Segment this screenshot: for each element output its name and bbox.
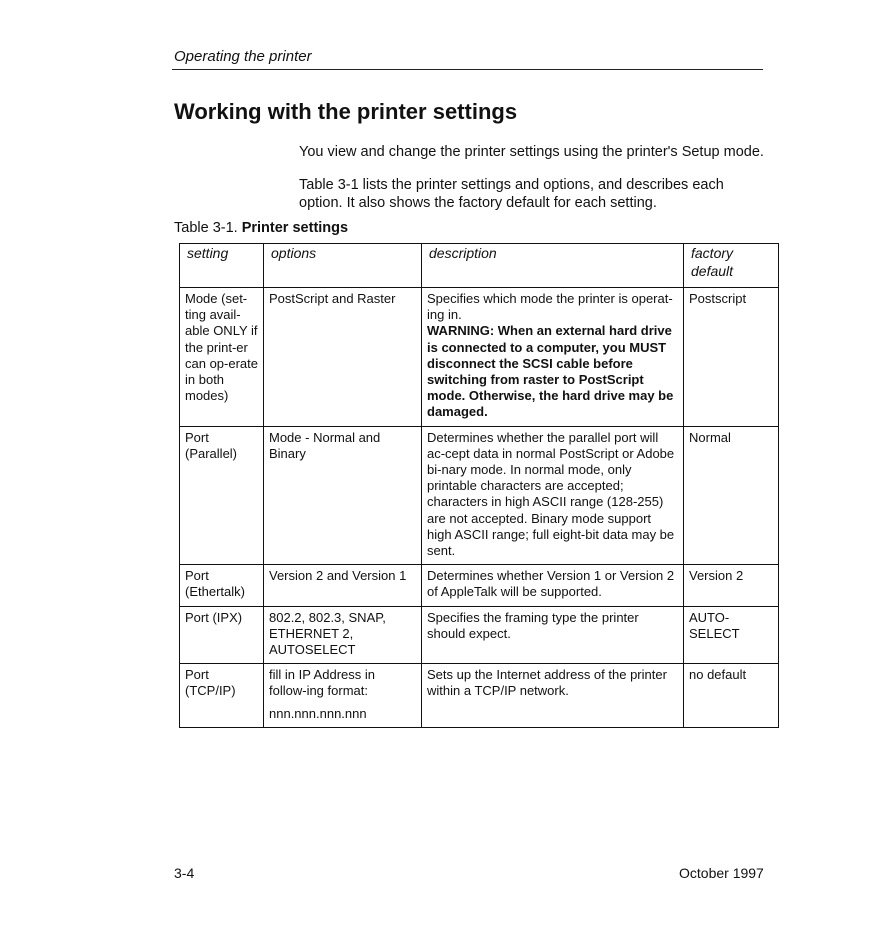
setting-cell: Mode (set-ting avail-able ONLY if the print-er can op-erate in both modes) (180, 288, 264, 427)
setting-cell: Port (IPX) (180, 606, 264, 664)
warning-text: WARNING: When an external hard drive is connected to a computer, you MUST disconnect the SCSI cable before switching from raster to PostScript mode. Otherwise, the hard drive may be damaged. (427, 323, 674, 420)
footer-date: October 1997 (679, 865, 764, 881)
options-cell: PostScript and Raster (264, 288, 422, 427)
setting-cell: Port (Ethertalk) (180, 565, 264, 606)
options-cell: Mode - Normal and Binary (264, 426, 422, 565)
table-row (180, 606, 779, 664)
table-row (180, 664, 779, 728)
column-header-description: description (422, 244, 684, 288)
intro-paragraph-2: Table 3-1 lists the printer settings and options, and describes each option. It also shows the factory default for each setting. (299, 177, 724, 211)
table-caption-title: Printer settings (241, 220, 349, 236)
intro-paragraph-1: You view and change the printer settings using the printer's Setup mode. (299, 144, 764, 160)
options-cell: Version 2 and Version 1 (264, 565, 422, 606)
default-cell: AUTO-SELECT (684, 606, 779, 664)
options-text: fill in IP Address in follow-ing format: (269, 667, 375, 699)
table-caption (174, 219, 348, 237)
column-header-setting: setting (180, 244, 264, 288)
table-row (180, 426, 779, 565)
setting-cell: Port (TCP/IP) (180, 664, 264, 728)
printer-settings-table (179, 243, 779, 728)
options-format-text: nnn.nnn.nnn.nnn (269, 705, 367, 721)
table-row (180, 288, 779, 427)
column-header-factory-default: factory default (684, 244, 779, 288)
page-title: Working with the printer settings (174, 99, 518, 124)
table-row (180, 565, 779, 606)
description-cell: Specifies the framing type the printer should expect. (422, 606, 684, 664)
default-cell: Postscript (684, 288, 779, 427)
description-cell: Sets up the Internet address of the printer within a TCP/IP network. (422, 664, 684, 728)
default-cell: no default (684, 664, 779, 728)
description-cell: Determines whether Version 1 or Version 2 of AppleTalk will be supported. (422, 565, 684, 606)
table-caption-prefix: Table 3-1. (174, 220, 242, 236)
description-cell (422, 288, 684, 427)
setting-cell: Port (Parallel) (180, 426, 264, 565)
table-header-row (180, 244, 779, 288)
options-cell: 802.2, 802.3, SNAP, ETHERNET 2, AUTOSELECT (264, 606, 422, 664)
default-cell: Normal (684, 426, 779, 565)
options-cell (264, 664, 422, 728)
page-number: 3-4 (174, 865, 195, 881)
header-rule (172, 69, 763, 70)
description-text: Specifies which mode the printer is operat-ing in. (427, 291, 673, 323)
column-header-options: options (264, 244, 422, 288)
default-cell: Version 2 (684, 565, 779, 606)
running-header: Operating the printer (174, 48, 312, 65)
description-cell: Determines whether the parallel port will ac-cept data in normal PostScript or Adobe bi-nary mode. In normal mode, only printable characters are accepted; characters in high ASCII range (128-255) are not accepted. Binary mode support high ASCII range; full eight-bit data may be sent. (422, 426, 684, 565)
